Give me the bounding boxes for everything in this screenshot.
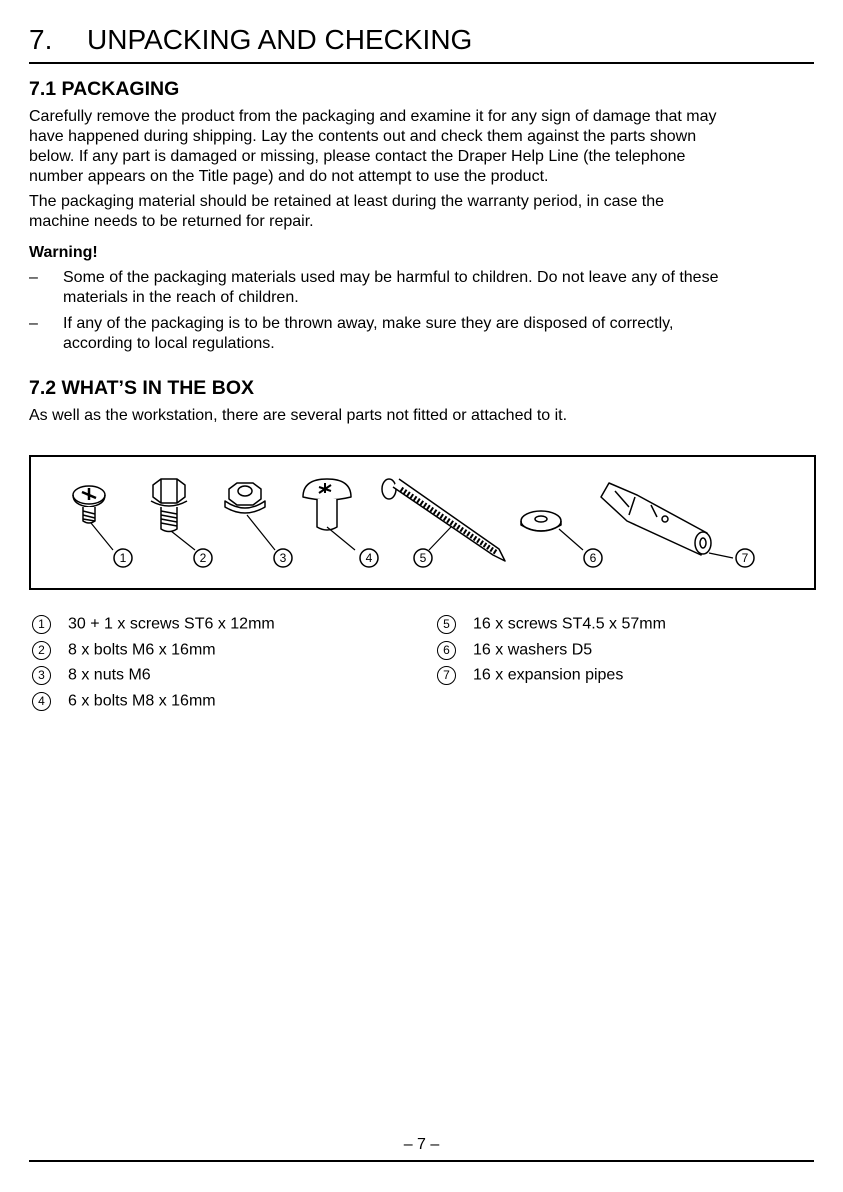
callout-number: 3 [279,551,287,565]
text-line: according to local regulations. [63,335,275,352]
chapter-number: 7. [29,24,53,55]
callout-number: 6 [589,551,597,565]
expansion-pipe-icon [601,483,711,555]
text-line: have happened during shipping. Lay the contents out and check them against the parts shown [29,128,697,145]
callout-number: 1 [119,551,127,565]
nut-m6-icon [225,483,265,513]
part-number: 2 [32,641,51,660]
text-line: The packaging material should be retained at least during the warranty period, in case the [29,193,665,210]
part-description: 8 x nuts M6 [68,666,151,684]
bullet-dash: – [29,269,38,286]
bolt-m8-icon [303,479,351,530]
part-number: 4 [32,692,51,711]
callout-number: 5 [419,551,427,565]
bolt-m6-icon [151,479,187,532]
list-item [437,615,666,641]
callout-number: 4 [365,551,373,565]
page-number: – 7 – [403,1136,440,1153]
list-item [32,615,275,641]
text-line: Carefully remove the product from the packaging and examine it for any sign of damage that may [29,108,717,125]
parts-figure [29,455,816,590]
warning-title: Warning! [29,244,98,261]
bullet-dash: – [29,315,38,332]
text-line: Some of the packaging materials used may be harmful to children. Do not leave any of these [63,269,719,286]
part-description: 6 x bolts M8 x 16mm [68,692,216,709]
part-number: 5 [437,615,456,634]
list-item [32,641,275,667]
top-divider [29,62,814,64]
chapter-title [29,24,472,56]
screw-st45-icon [382,479,505,561]
part-description: 16 x screws ST4.5 x 57mm [473,615,666,633]
text-line: below. If any part is damaged or missing, please contact the Draper Help Line (the telephone [29,148,686,165]
packaging-paragraph-2 [29,192,819,232]
list-item [437,641,666,667]
list-item [32,666,275,692]
list-item [32,692,275,718]
warning-bullet [29,314,819,354]
section-heading-whats-in-box: 7.2 WHAT’S IN THE BOX [29,377,254,399]
part-number: 3 [32,666,51,685]
part-number: 6 [437,641,456,660]
packaging-paragraph-1 [29,107,819,187]
warning-bullet [29,268,819,308]
part-number: 7 [437,666,456,685]
text-line: materials in the reach of children. [63,289,299,306]
part-description: 16 x washers D5 [473,641,593,658]
washer-d5-icon [521,511,561,531]
callout-number: 7 [741,551,749,565]
chapter-title-text: UNPACKING AND CHECKING [87,24,473,55]
part-number: 1 [32,615,51,634]
text-line: number appears on the Title page) and do not attempt to use the product. [29,168,549,185]
bottom-divider [29,1160,814,1162]
parts-list-left [32,615,275,717]
section-heading-packaging: 7.1 PACKAGING [29,78,180,100]
callout-number: 2 [199,551,207,565]
part-description: 8 x bolts M6 x 16mm [68,641,216,658]
box-intro: As well as the workstation, there are several parts not fitted or attached to it. [29,407,568,424]
text-line: If any of the packaging is to be thrown away, make sure they are disposed of correctly, [63,315,674,332]
parts-illustration [31,457,814,588]
text-line: machine needs to be returned for repair. [29,213,314,230]
part-description: 16 x expansion pipes [473,666,624,684]
screw-st6-icon [73,486,105,523]
part-description: 30 + 1 x screws ST6 x 12mm [68,615,275,633]
parts-list-right [437,615,666,692]
list-item [437,666,666,692]
